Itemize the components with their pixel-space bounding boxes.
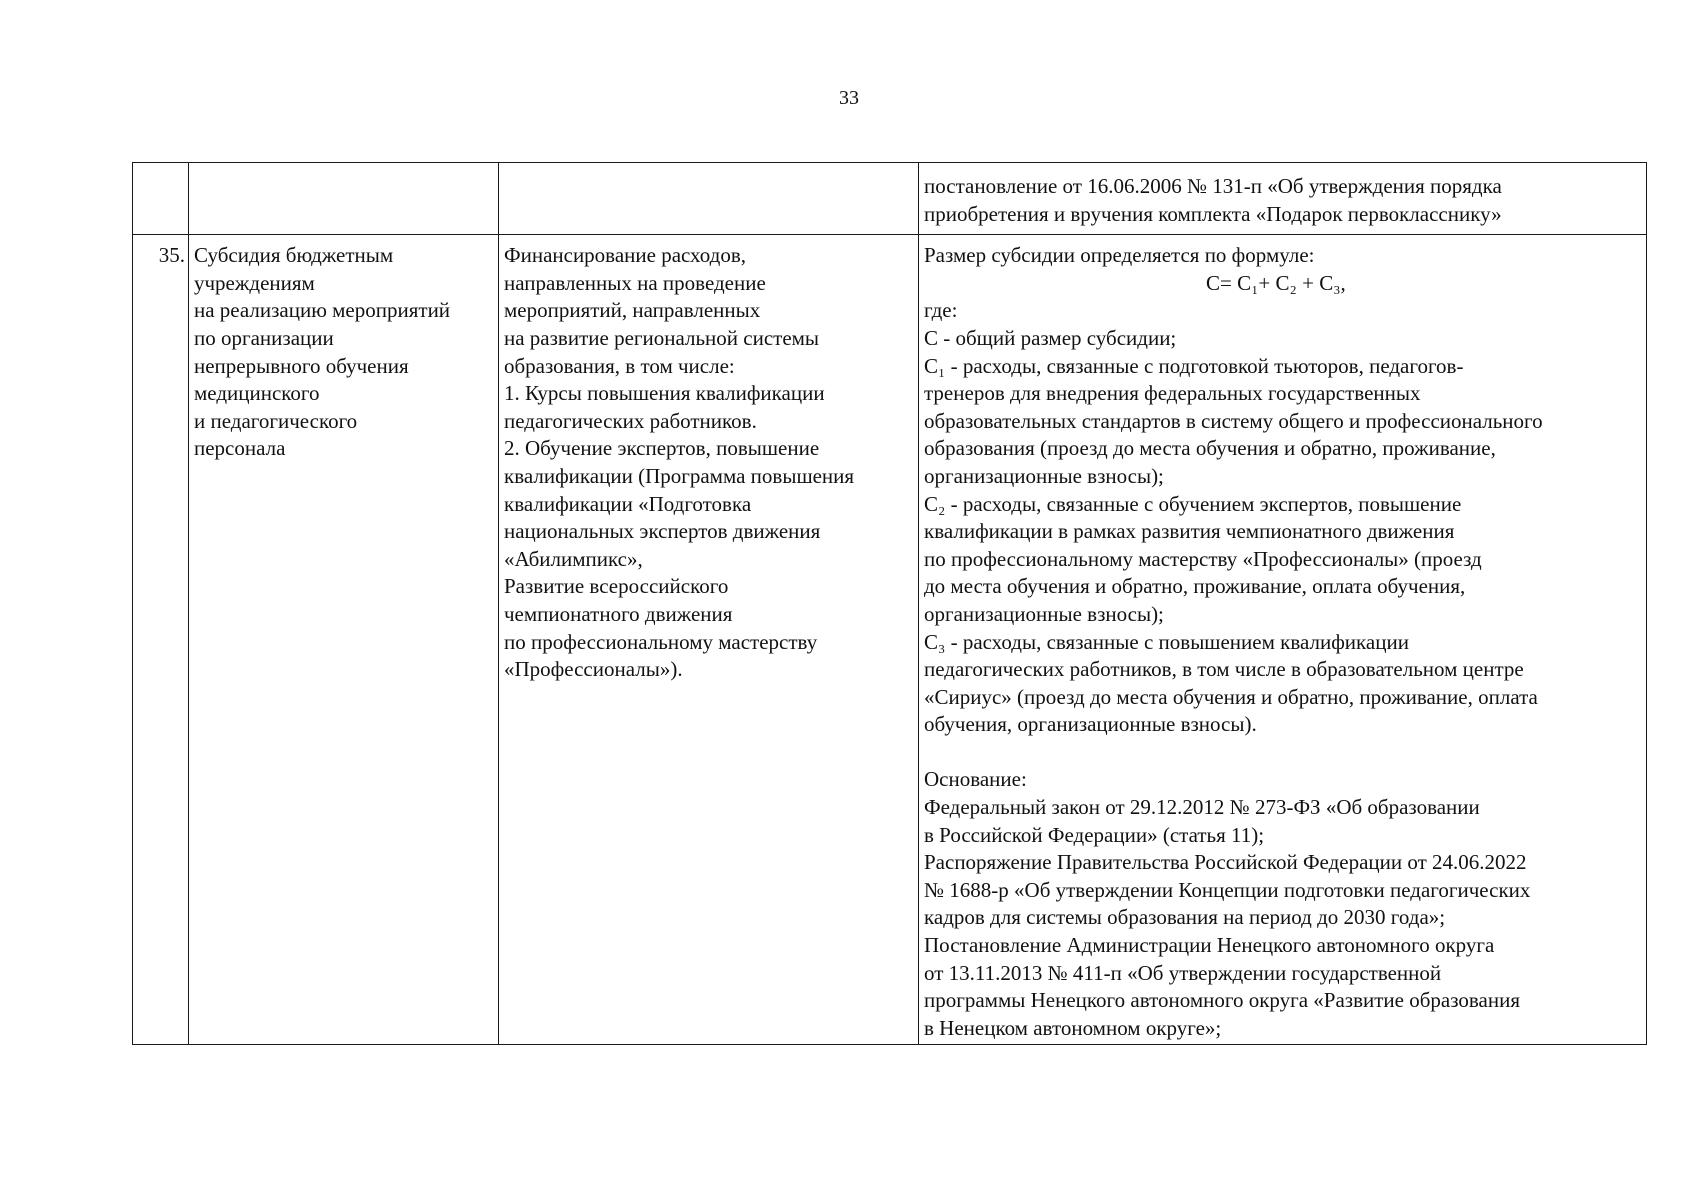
basis-line: Постановление Администрации Ненецкого автономного округа: [924, 933, 1495, 958]
description-line: по профессиональному мастерству: [504, 629, 818, 654]
definition-line: С₁ - расходы, связанные с подготовкой тьюторов, педагогов-: [924, 353, 1464, 378]
cell-description-empty: [499, 163, 919, 235]
definition-line: образовательных стандартов в систему общего и профессионального: [924, 408, 1543, 433]
definition-line: С₂ - расходы, связанные с обучением экспертов, повышение: [924, 491, 1462, 516]
name-line: Субсидия бюджетным: [194, 243, 394, 268]
name-line: персонала: [194, 436, 286, 461]
name-line: по организации: [194, 325, 334, 350]
name-line: и педагогического: [194, 408, 358, 433]
definition-line: обучения, организационные взносы).: [924, 712, 1257, 737]
name-line: учреждениям: [194, 270, 315, 295]
page-number: 33: [839, 87, 859, 109]
formula-intro: Размер субсидии определяется по формуле:: [924, 243, 1315, 268]
description-line: мероприятий, направленных: [504, 298, 761, 323]
basis-line: в Ненецком автономном округе»;: [924, 1015, 1222, 1040]
basis-line: программы Ненецкого автономного округа «Развитие образования: [924, 988, 1521, 1013]
definition-line: С - общий размер субсидии;: [924, 325, 1177, 350]
definition-line: организационные взносы);: [924, 463, 1164, 488]
basis-line: в Российской Федерации» (статья 11);: [924, 822, 1265, 847]
definition-line: до места обучения и обратно, проживание, оплата обучения,: [924, 574, 1466, 599]
basis-heading: Основание:: [924, 767, 1027, 792]
description-line: на развитие региональной системы: [504, 325, 820, 350]
description-line: 2. Обучение экспертов, повышение: [504, 436, 820, 461]
description-line: Развитие всероссийского: [504, 574, 729, 599]
description-line: «Профессионалы»).: [504, 657, 683, 682]
description-line: педагогических работников.: [504, 408, 757, 433]
basis-line: приобретения и вручения комплекта «Подарок первокласснику»: [924, 201, 1502, 226]
cell-name-empty: [189, 163, 499, 235]
definition-line: тренеров для внедрения федеральных государственных: [924, 381, 1421, 406]
subsidy-formula: С= С₁+ С₂ + С₃,: [1206, 270, 1346, 295]
cell-subsidy-description: [499, 235, 919, 1045]
row-number-text: 35.: [158, 243, 185, 268]
definition-line: квалификации в рамках развития чемпионатного движения: [924, 519, 1455, 544]
description-line: Финансирование расходов,: [504, 243, 747, 268]
definition-line: С₃ - расходы, связанные с повышением квалификации: [924, 629, 1409, 654]
description-line: квалификации (Программа повышения: [504, 463, 855, 488]
basis-line: Федеральный закон от 29.12.2012 № 273-ФЗ «Об образовании: [924, 795, 1480, 820]
definition-line: образования (проезд до места обучения и обратно, проживание,: [924, 436, 1496, 461]
basis-line: № 1688-р «Об утверждении Концепции подготовки педагогических: [924, 877, 1531, 902]
row-number: [133, 235, 189, 1045]
definition-line: «Сириус» (проезд до места обучения и обратно, проживание, оплата: [924, 684, 1538, 709]
definition-line: по профессиональному мастерству «Профессионалы» (проезд: [924, 546, 1482, 571]
definition-line: организационные взносы);: [924, 601, 1164, 626]
name-line: медицинского: [194, 381, 320, 406]
basis-line: постановление от 16.06.2006 № 131-п «Об утверждения порядка: [924, 174, 1502, 198]
cell-basis-continued: [919, 163, 1647, 235]
description-line: чемпионатного движения: [504, 601, 733, 626]
cell-subsidy-calculation: [919, 235, 1647, 1045]
definition-line: педагогических работников, в том числе в образовательном центре: [924, 657, 1524, 682]
subsidy-table: [132, 162, 1647, 1045]
formula-where: где:: [924, 298, 958, 323]
table-row-35: [133, 235, 1647, 1045]
description-line: 1. Курсы повышения квалификации: [504, 381, 825, 406]
name-line: непрерывного обучения: [194, 353, 409, 378]
name-line: на реализацию мероприятий: [194, 298, 451, 323]
basis-line: от 13.11.2013 № 411-п «Об утверждении государственной: [924, 960, 1442, 985]
basis-line: Распоряжение Правительства Российской Федерации от 24.06.2022: [924, 850, 1527, 875]
description-line: «Абилимпикс»,: [504, 546, 643, 571]
cell-number-empty: [133, 163, 189, 235]
description-line: образования, в том числе:: [504, 353, 735, 378]
description-line: квалификации «Подготовка: [504, 491, 752, 516]
cell-subsidy-name: [189, 235, 499, 1045]
description-line: национальных экспертов движения: [504, 519, 821, 544]
basis-line: кадров для системы образования на период до 2030 года»;: [924, 905, 1446, 930]
paragraph-spacer: [924, 739, 1641, 767]
description-line: направленных на проведение: [504, 270, 766, 295]
table-row-continued: [133, 163, 1647, 235]
